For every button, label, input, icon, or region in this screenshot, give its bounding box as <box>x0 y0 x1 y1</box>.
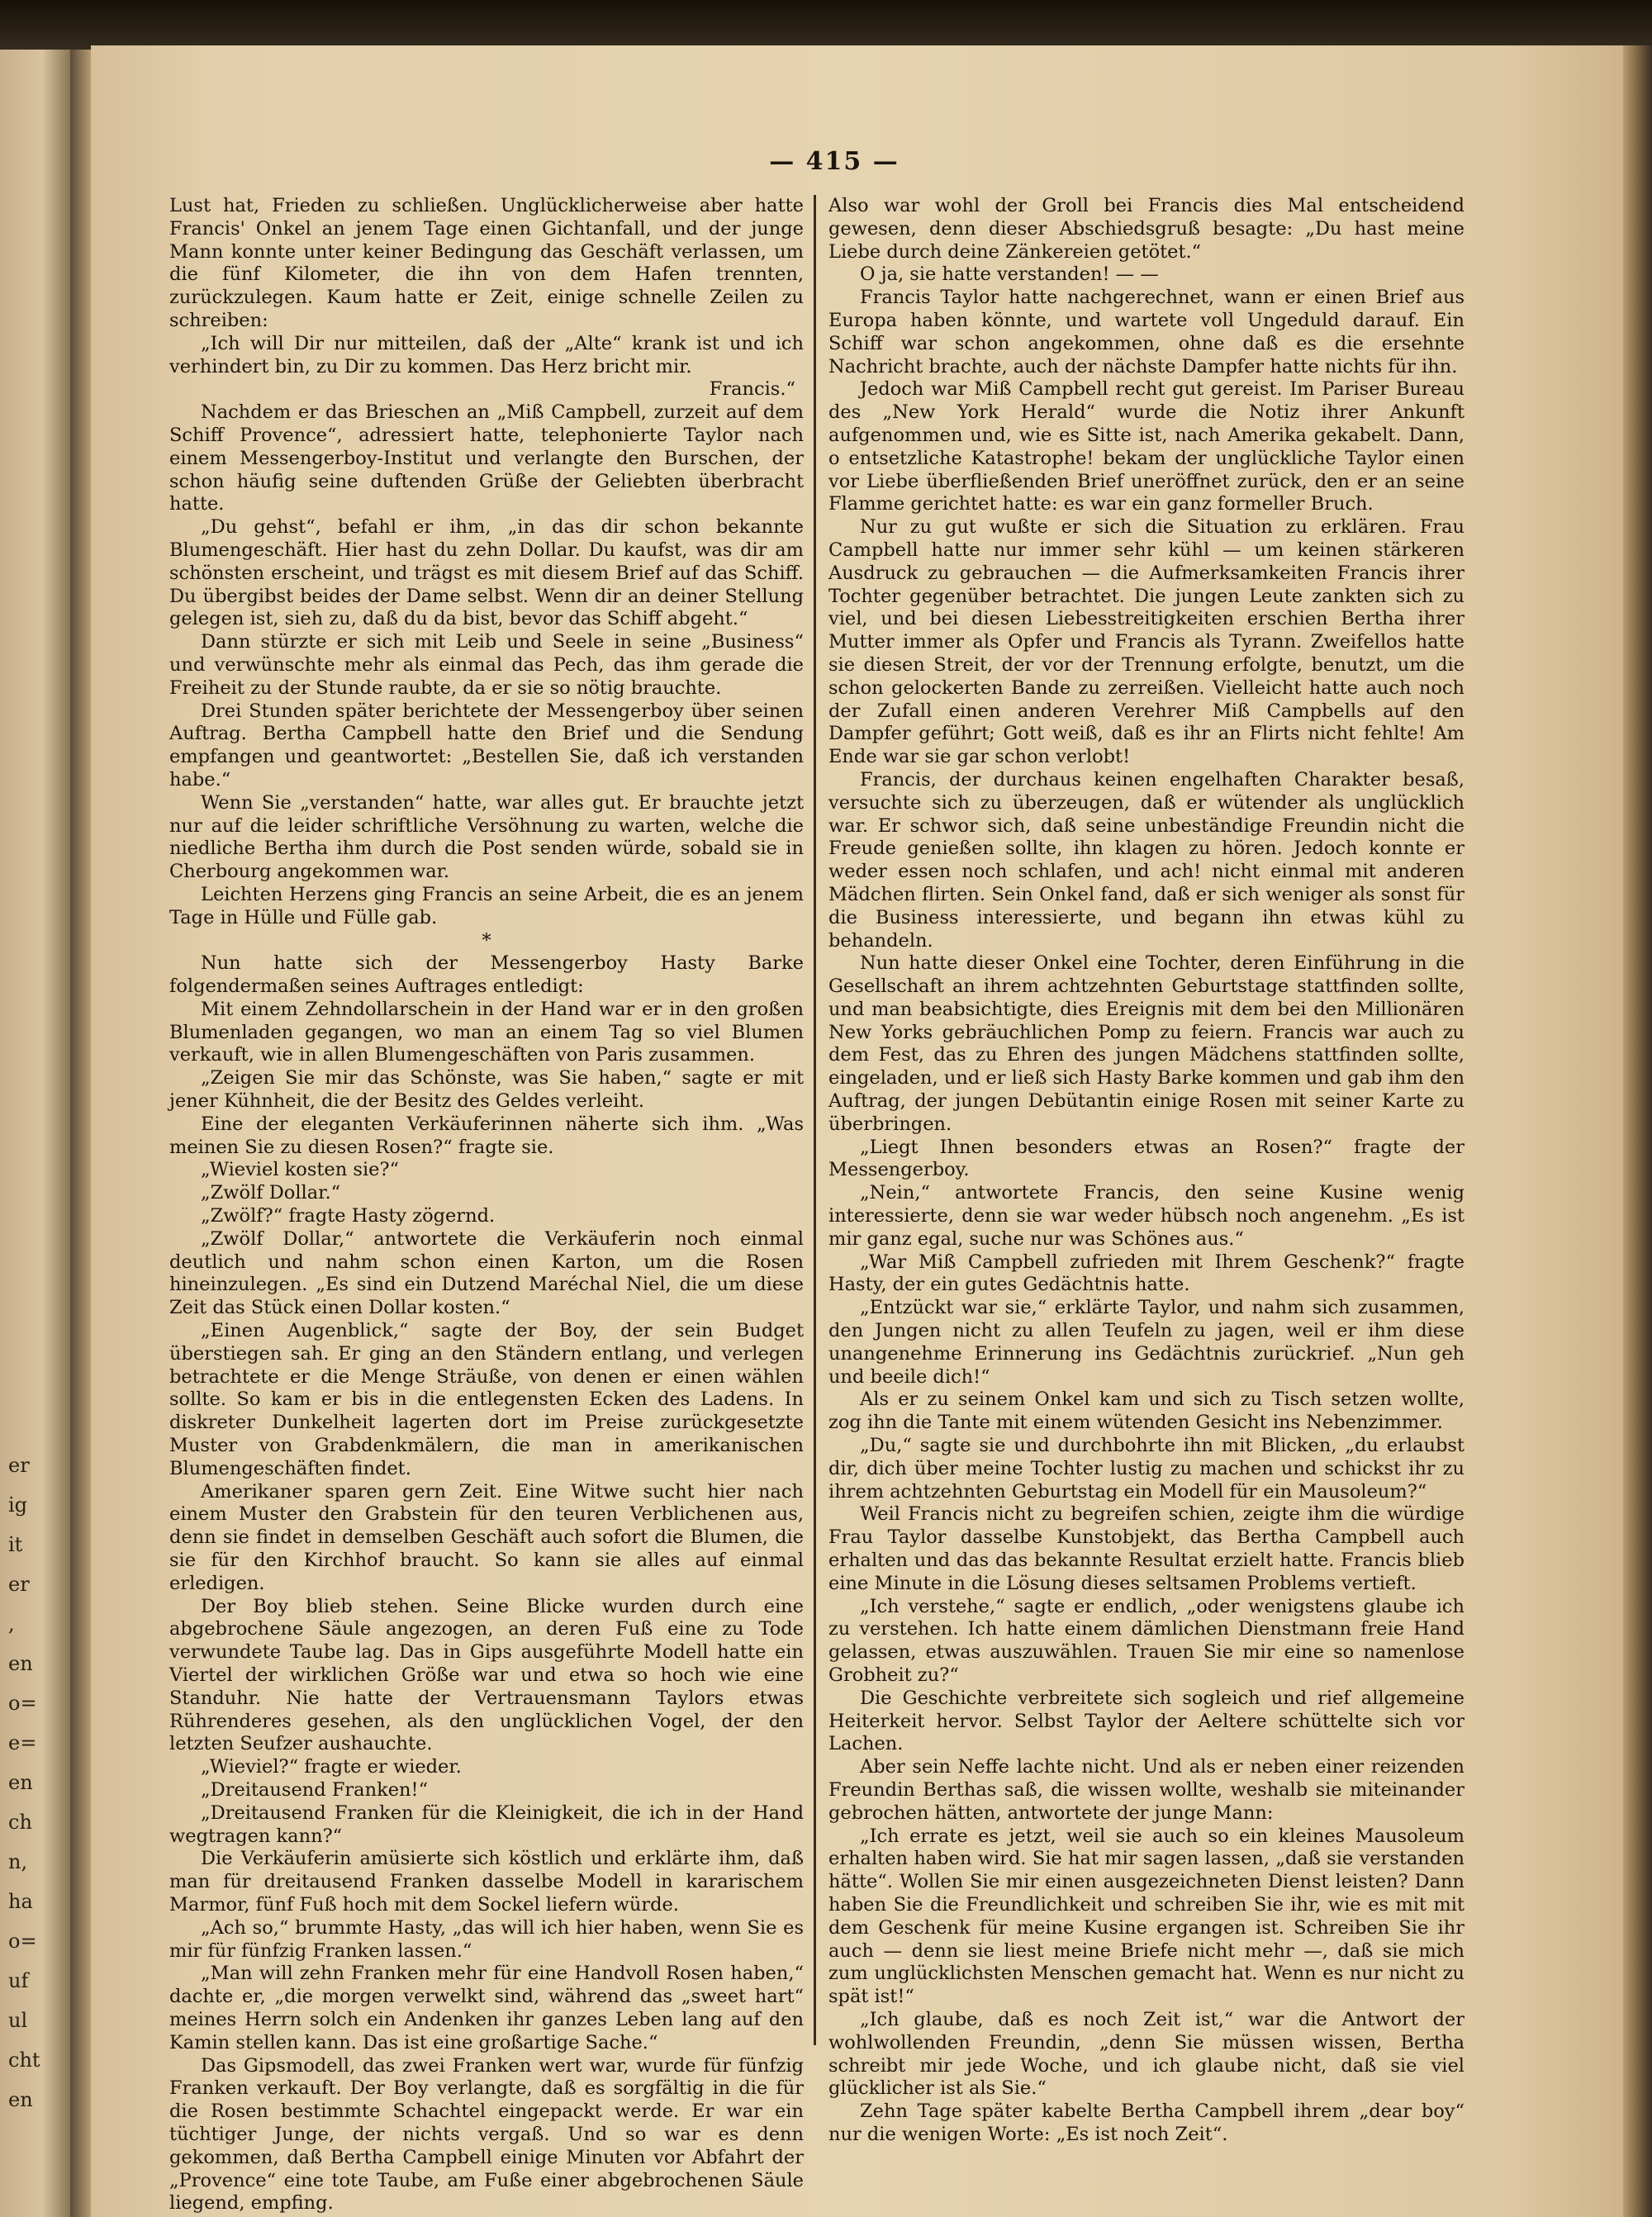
paragraph: „Du,“ sagte sie und durchbohrte ihn mit Blicken, „du erlaubst dir, dich über meine Tochter lustig zu machen und schickst ihr zu ihrem achtzehnten Geburtstag ein Modell für ein Mausoleum?“ <box>828 1435 1464 1503</box>
paragraph: „Zwölf Dollar.“ <box>201 1182 341 1204</box>
paragraph: „Dreitausend Franken für die Kleinigkeit, die ich in der Hand wegtragen kann?“ <box>169 1802 804 1847</box>
paragraph: „Man will zehn Franken mehr für eine Handvoll Rosen haben,“ dachte er, „die morgen verwelkt sind, während das „sweet hart“ meines Herrn solch ein Andenken ihr ganzes Leben lang auf den Kamin stellen kann. Das ist eine großartige Sache.“ <box>169 1963 804 2053</box>
margin-fragment: uf <box>8 1969 29 1992</box>
paragraph: „Ich will Dir nur mitteilen, daß der „Alte“ krank ist und ich verhindert bin, zu Dir zu kommen. Das Herz bricht mir. <box>169 332 804 377</box>
paragraph: „Einen Augenblick,“ sagte der Boy, der sein Budget überstiegen sah. Er ging an den Ständern entlang, und verlegen betrachtete er die Menge Sträuße, von denen er einen wählen sollte. So kam er bis in die entlegensten Ecken des Ladens. In diskreter Dunkelheit lagerten dort im Preise zurückgesetzte Muster von Grabdenkmälern, die man in amerikanischen Blumengeschäften findet. <box>169 1320 804 1479</box>
paragraph: „Wieviel kosten sie?“ <box>201 1159 400 1181</box>
paragraph: „Du gehst“, befahl er ihm, „in das dir schon bekannte Blumengeschäft. Hier hast du zehn Dollar. Du kaufst, was dir am schönsten erscheint, und trägst es mit diesem Brief auf das Schiff. Du übergibst beides der Dame selbst. Wenn dir an deiner Stellung gelegen ist, sieh zu, daß du da bist, bevor das Schiff abgeht.“ <box>169 516 804 630</box>
paragraph: „Entzückt war sie,“ erklärte Taylor, und nahm sich zusammen, den Jungen nicht zu allen Teufeln zu jagen, weil er ihm diese unangenehme Erinnerung ins Gedächtnis zurückrief. „Nun geh und beeile dich!“ <box>828 1297 1464 1388</box>
margin-fragment: e= <box>8 1731 37 1754</box>
paragraph: „Zeigen Sie mir das Schönste, was Sie haben,“ sagte er mit jener Kühnheit, die der Besitz des Geldes verleiht. <box>169 1067 804 1113</box>
margin-fragment: ch <box>8 1811 32 1834</box>
margin-fragment: en <box>8 1771 33 1794</box>
paragraph: „Zwölf?“ fragte Hasty zögernd. <box>201 1205 496 1227</box>
paragraph: „Dreitausend Franken!“ <box>201 1778 429 1801</box>
paragraph: Der Boy blieb stehen. Seine Blicke wurden durch eine abgebrochene Säule angezogen, an deren Fuß eine zu Tode verwundete Taube lag. Das in Gips ausgeführte Modell hatte ein Viertel der wirklichen Größe war und etwa so hoch wie eine Standuhr. Nie hatte der Vertrauensmann Taylors etwas Rührenderes gesehen, als den unglücklichen Vogel, der den letzten Seufzer aushauchte. <box>169 1595 804 1755</box>
margin-fragment: o= <box>8 1930 37 1953</box>
section-separator: * <box>482 929 491 952</box>
margin-fragment: er <box>8 1573 30 1596</box>
margin-fragment: it <box>8 1533 23 1556</box>
column-divider <box>814 195 816 2045</box>
paragraph: Weil Francis nicht zu begreifen schien, zeigte ihm die würdige Frau Taylor dasselbe Kunstobjekt, das Bertha Campbell auch erhalten und das das bekannte Resultat erzielt hatte. Francis blieb eine Minute in die Lösung dieses seltsamen Problems vertieft. <box>828 1503 1464 1594</box>
page-edge <box>1623 45 1652 2217</box>
paragraph: Francis, der durchaus keinen engelhaften Charakter besaß, versuchte sich zu überzeugen, daß er wütender als unglücklich war. Er schwor sich, daß seine unbeständige Freundin nicht die Freude genießen sollte, ihn klagen zu hören. Jedoch konnte er weder essen noch schlafen, und ach! nicht einmal mit anderen Mädchen flirten. Sein Onkel fand, daß er sich weniger als sonst für die Business interessierte, und begann ihn etwas kühl zu behandeln. <box>828 768 1464 952</box>
paragraph: Drei Stunden später berichtete der Messengerboy über seinen Auftrag. Bertha Campbell hatte den Brief und die Sendung empfangen und geantwortet: „Bestellen Sie, daß ich verstanden habe.“ <box>169 700 804 790</box>
paragraph: „War Miß Campbell zufrieden mit Ihrem Geschenk?“ fragte Hasty, der ein gutes Gedächtnis hatte. <box>828 1251 1464 1296</box>
margin-fragment: , <box>8 1612 15 1635</box>
paragraph: „Liegt Ihnen besonders etwas an Rosen?“ fragte der Messengerboy. <box>828 1136 1464 1181</box>
paragraph: Die Geschichte verbreitete sich sogleich und rief allgemeine Heiterkeit hervor. Selbst Taylor der Aeltere schüttelte sich vor Lachen. <box>828 1687 1464 1755</box>
paragraph: „Zwölf Dollar,“ antwortete die Verkäuferin noch einmal deutlich und nahm schon einen Karton, um die Rosen hineinzulegen. „Es sind ein Dutzend Maréchal Niel, die um diese Zeit das Stück einen Dollar kosten.“ <box>169 1227 804 1319</box>
margin-fragment: ul <box>8 2009 28 2032</box>
paragraph: Amerikaner sparen gern Zeit. Eine Witwe sucht hier nach einem Muster den Grabstein für den teuren Verblichenen aus, denn sie findet in demselben Geschäft auch sofort die Blumen, die sie für den Kirchhof braucht. So kann sie alles auf einmal erledigen. <box>169 1480 804 1594</box>
signature: Francis.“ <box>709 378 795 401</box>
paragraph: O ja, sie hatte verstanden! — — <box>860 263 1159 286</box>
paragraph: Leichten Herzens ging Francis an seine Arbeit, die es an jenem Tage in Hülle und Fülle gab. <box>169 883 804 928</box>
margin-fragment: ig <box>8 1493 28 1517</box>
paragraph: „Ich errate es jetzt, weil sie auch so ein kleines Mausoleum erhalten haben wird. Sie hat mir sagen lassen, „daß sie verstanden hätte“. Wollen Sie mir einen ausgezeichneten Dienst leisten? Dann haben Sie die Freundlichkeit und schreiben Sie ihr, wie es mit mit dem Geschenk für meine Kusine ergangen ist. Schreiben Sie ihr auch — denn sie liest meine Briefe nicht mehr —, daß sie mich zum unglücklichsten Menschen gemacht hat. Wenn es nur nicht zu spät ist!“ <box>828 1825 1464 2008</box>
margin-fragment: n, <box>8 1850 28 1873</box>
paragraph: Also war wohl der Groll bei Francis dies Mal entscheidend gewesen, denn dieser Abschiedsgruß besagte: „Du hast meine Liebe durch deine Zänkereien getötet.“ <box>828 195 1464 263</box>
paragraph: Als er zu seinem Onkel kam und sich zu Tisch setzen wollte, zog ihn die Tante mit einem wütenden Gesicht ins Nebenzimmer. <box>828 1389 1464 1434</box>
paragraph: Zehn Tage später kabelte Bertha Campbell ihrem „dear boy“ nur die wenigen Worte: „Es ist noch Zeit“. <box>828 2101 1464 2145</box>
paragraph: Dann stürzte er sich mit Leib und Seele in seine „Business“ und verwünschte mehr als einmal das Pech, das ihm gerade die Freiheit zu der Stunde raubte, da er sie so nötig brauchte. <box>169 631 804 699</box>
paragraph: „Ich glaube, daß es noch Zeit ist,“ war die Antwort der wohlwollenden Freundin, „denn Sie müssen wissen, Bertha schreibt mir jede Woche, und ich glaube nicht, daß sie viel glücklicher ist als Sie.“ <box>828 2008 1464 2100</box>
paragraph: Nur zu gut wußte er sich die Situation zu erklären. Frau Campbell hatte nur immer sehr kühl — um keinen stärkeren Ausdruck zu gebrauchen — die Aufmerksamkeiten Francis ihrer Tochter gegenüber betrachtet. Die jungen Leute zankten sich zu viel, und bei diesen Liebesstreitigkeiten erschien Bertha ihrer Mutter immer als Opfer und Francis als Tyrann. Zweifellos hatte sie diesen Streit, der vor der Trennung erfolgte, benutzt, um die schon gelockerten Bande zu zerreißen. Vielleicht hatte auch noch der Zufall einen anderen Verehrer Miß Campbells auf den Dampfer geführt; Gott weiß, daß es ihr an Flirts nicht fehlte! Am Ende war sie gar schon verlobt! <box>828 516 1464 768</box>
paragraph: Jedoch war Miß Campbell recht gut gereist. Im Pariser Bureau des „New York Herald“ wurde die Notiz ihrer Ankunft aufgenommen und, wie es Sitte ist, nach Amerika gekabelt. Dann, o entsetzliche Katastrophe! bekam der unglückliche Taylor einen vor Liebe überfließenden Brief uneröffnet zurück, den er an seine Flamme gerichtet hatte: es war ein ganz formeller Bruch. <box>828 378 1464 515</box>
paragraph: Lust hat, Frieden zu schließen. Unglücklicherweise aber hatte Francis' Onkel an jenem Tage einen Gichtanfall, und der junge Mann konnte unter keiner Bedingung das Geschäft verlassen, um die fünf Kilometer, die ihn von dem Hafen trennten, zurückzulegen. Kaum hatte er Zeit, einige schnelle Zeilen zu schreiben: <box>169 195 804 331</box>
margin-fragment: en <box>8 1652 33 1675</box>
paragraph: „Wieviel?“ fragte er wieder. <box>201 1756 462 1778</box>
page-number: — 415 — <box>769 147 900 176</box>
paragraph: Eine der eleganten Verkäuferinnen näherte sich ihm. „Was meinen Sie zu diesen Rosen?“ fragte sie. <box>169 1113 804 1158</box>
margin-fragment: o= <box>8 1692 37 1715</box>
margin-fragment: en <box>8 2088 33 2111</box>
margin-fragment: ha <box>8 1890 33 1913</box>
paragraph: Aber sein Neffe lachte nicht. Und als er neben einer reizenden Freundin Berthas saß, die wissen wollte, weshalb sie miteinander gebrochen hätten, antwortete der junge Mann: <box>828 1756 1464 1824</box>
paragraph: Das Gipsmodell, das zwei Franken wert war, wurde für fünfzig Franken verkauft. Der Boy verlangte, daß es sorgfältig in die für die Rosen bestimmte Schachtel eingepackt werde. Er war ein tüchtiger Junge, der nichts vergaß. Und so war es denn gekommen, daß Bertha Campbell einige Minuten vor Abfahrt der „Provence“ eine tote Taube, am Fuße einer abgebrochenen Säule liegend, empfing. <box>169 2054 804 2215</box>
paragraph: Die Verkäuferin amüsierte sich köstlich und erklärte ihm, daß man für dreitausend Franken dasselbe Modell in kararischem Marmor, fünf Fuß hoch mit dem Sockel liefern würde. <box>169 1848 804 1916</box>
paragraph: „Ach so,“ brummte Hasty, „das will ich hier haben, wenn Sie es mir für fünfzig Franken lassen.“ <box>169 1916 804 1962</box>
paragraph: Nun hatte dieser Onkel eine Tochter, deren Einführung in die Gesellschaft an ihrem achtzehnten Geburtstage stattfinden sollte, und man beabsichtigte, dies Ereignis mit dem bei den Millionären New Yorks gebräuchlichen Pomp zu feiern. Francis war auch zu dem Fest, das zu Ehren des jungen Mädchens stattfinden sollte, eingeladen, und er ließ sich Hasty Barke kommen und gab ihm den Auftrag, der jungen Debütantin einige Rosen mit seiner Karte zu überbringen. <box>828 952 1464 1135</box>
paragraph: „Ich verstehe,“ sagte er endlich, „oder wenigstens glaube ich zu verstehen. Ich hatte einem dämlichen Dienstmann freie Hand gelassen, etwas auszuwählen. Trauen Sie mir eine so namenlose Grobheit zu?“ <box>828 1595 1464 1686</box>
paragraph: Nun hatte sich der Messengerboy Hasty Barke folgendermaßen seines Auftrages entledigt: <box>169 952 804 998</box>
paragraph: Francis Taylor hatte nachgerechnet, wann er einen Brief aus Europa haben könnte, und wartete voll Ungeduld darauf. Ein Schiff war schon angekommen, ohne daß es die ersehnte Nachricht brachte, auch der nächste Dampfer hatte nichts für ihn. <box>828 287 1464 377</box>
text-column-right <box>828 195 1464 2147</box>
paragraph: Mit einem Zehndollarschein in der Hand war er in den großen Blumenladen gegangen, wo man an einem Tag so viel Blumen verkauft, wie in allen Blumengeschäften von Paris zusammen. <box>169 998 804 1066</box>
paragraph: Wenn Sie „verstanden“ hatte, war alles gut. Er brauchte jetzt nur auf die leider schriftliche Versöhnung zu warten, welche die niedliche Bertha ihm durch die Post senden würde, sobald sie in Cherbourg angekommen war. <box>169 791 804 883</box>
margin-fragment: cht <box>8 2048 40 2072</box>
paragraph: „Nein,“ antwortete Francis, den seine Kusine wenig interessierte, denn sie war weder hübsch noch angenehm. „Es ist mir ganz egal, suche nur was Schönes aus.“ <box>828 1182 1464 1250</box>
book-gutter <box>70 50 91 2217</box>
adjacent-page-edge <box>0 50 70 2217</box>
paragraph: Nachdem er das Brieschen an „Miß Campbell, zurzeit auf dem Schiff Provence“, adressiert hatte, telephonierte Taylor nach einem Messengerboy-Institut und verlangte den Burschen, der schon häufig seine duftenden Grüße der Geliebten überbracht hatte. <box>169 401 804 515</box>
margin-fragment: er <box>8 1454 30 1477</box>
text-column-left <box>169 195 804 2215</box>
